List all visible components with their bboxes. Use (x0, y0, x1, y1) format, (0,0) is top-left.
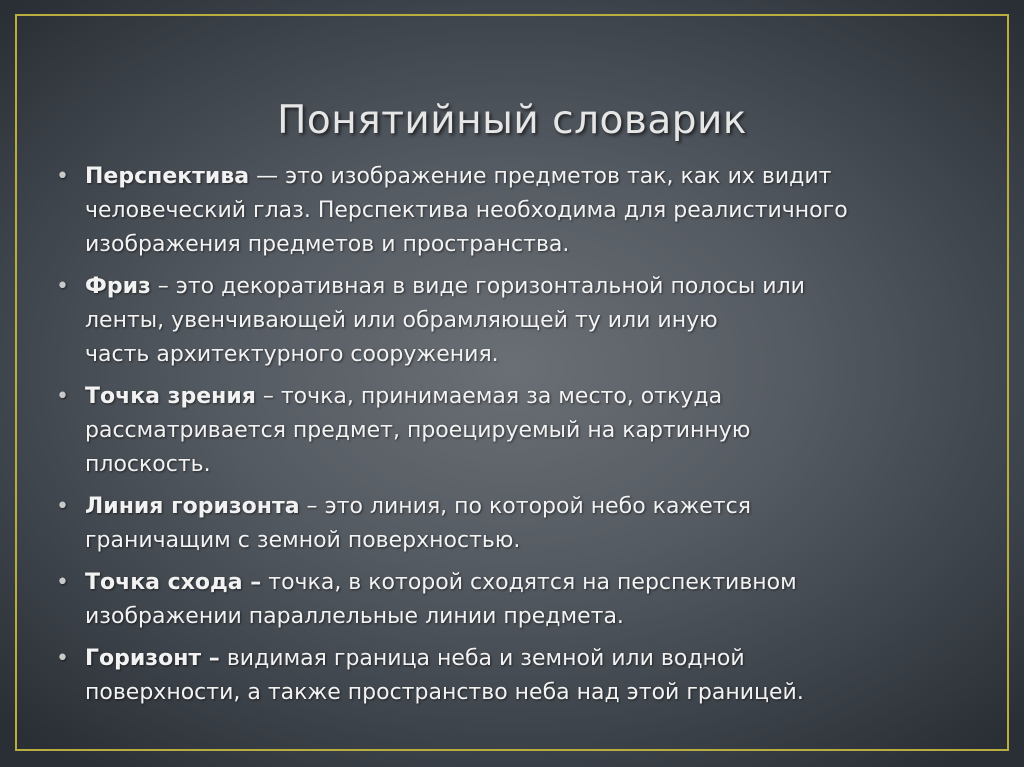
glossary-item (56, 490, 966, 558)
definition-line: плоскость. (85, 452, 211, 477)
bullet-icon: • (56, 384, 69, 409)
bullet-icon: • (56, 494, 69, 519)
bullet-icon: • (56, 646, 69, 671)
glossary-term: Горизонт – (85, 646, 220, 671)
bullet-icon: • (56, 570, 69, 595)
glossary-list (56, 160, 966, 718)
term-separator (220, 646, 227, 671)
definition-line: изображении параллельные линии предмета. (85, 604, 624, 629)
term-separator: — (249, 164, 286, 189)
definition-line: точка, принимаемая за место, откуда (280, 384, 723, 409)
definition-line: видимая граница неба и земной или водной (226, 646, 745, 671)
bullet-icon: • (56, 164, 69, 189)
definition-line: это изображение предметов так, как их видит (285, 164, 832, 189)
glossary-term: Фриз (85, 274, 151, 299)
definition-line: это декоративная в виде горизонтальной полосы или (175, 274, 805, 299)
definition-line: точка, в которой сходятся на перспективном (268, 570, 797, 595)
definition-line: граничащим с земной поверхностью. (85, 528, 521, 553)
slide-title: Понятийный словарик (277, 98, 747, 143)
definition-line: ленты, увенчивающей или обрамляющей ту или иную (85, 308, 718, 333)
definition-line: человеческий глаз. Перспектива необходима для реалистичного (85, 198, 848, 223)
term-separator: – (150, 274, 176, 299)
term-separator: – (299, 494, 325, 519)
glossary-item (56, 160, 966, 262)
definition-line: часть архитектурного сооружения. (85, 342, 499, 367)
glossary-item (56, 270, 966, 372)
definition-line: изображения предметов и пространства. (85, 232, 570, 257)
glossary-term: Точка схода – (85, 570, 262, 595)
glossary-item (56, 566, 966, 634)
definition-line: рассматривается предмет, проецируемый на картинную (85, 418, 751, 443)
term-separator: – (255, 384, 281, 409)
glossary-term: Точка зрения (85, 384, 256, 409)
glossary-term: Линия горизонта (85, 494, 300, 519)
glossary-term: Перспектива (85, 164, 250, 189)
glossary-item (56, 380, 966, 482)
bullet-icon: • (56, 274, 69, 299)
definition-line: поверхности, а также пространство неба над этой границей. (85, 680, 804, 705)
glossary-item (56, 642, 966, 710)
definition-line: это линия, по которой небо кажется (324, 494, 751, 519)
